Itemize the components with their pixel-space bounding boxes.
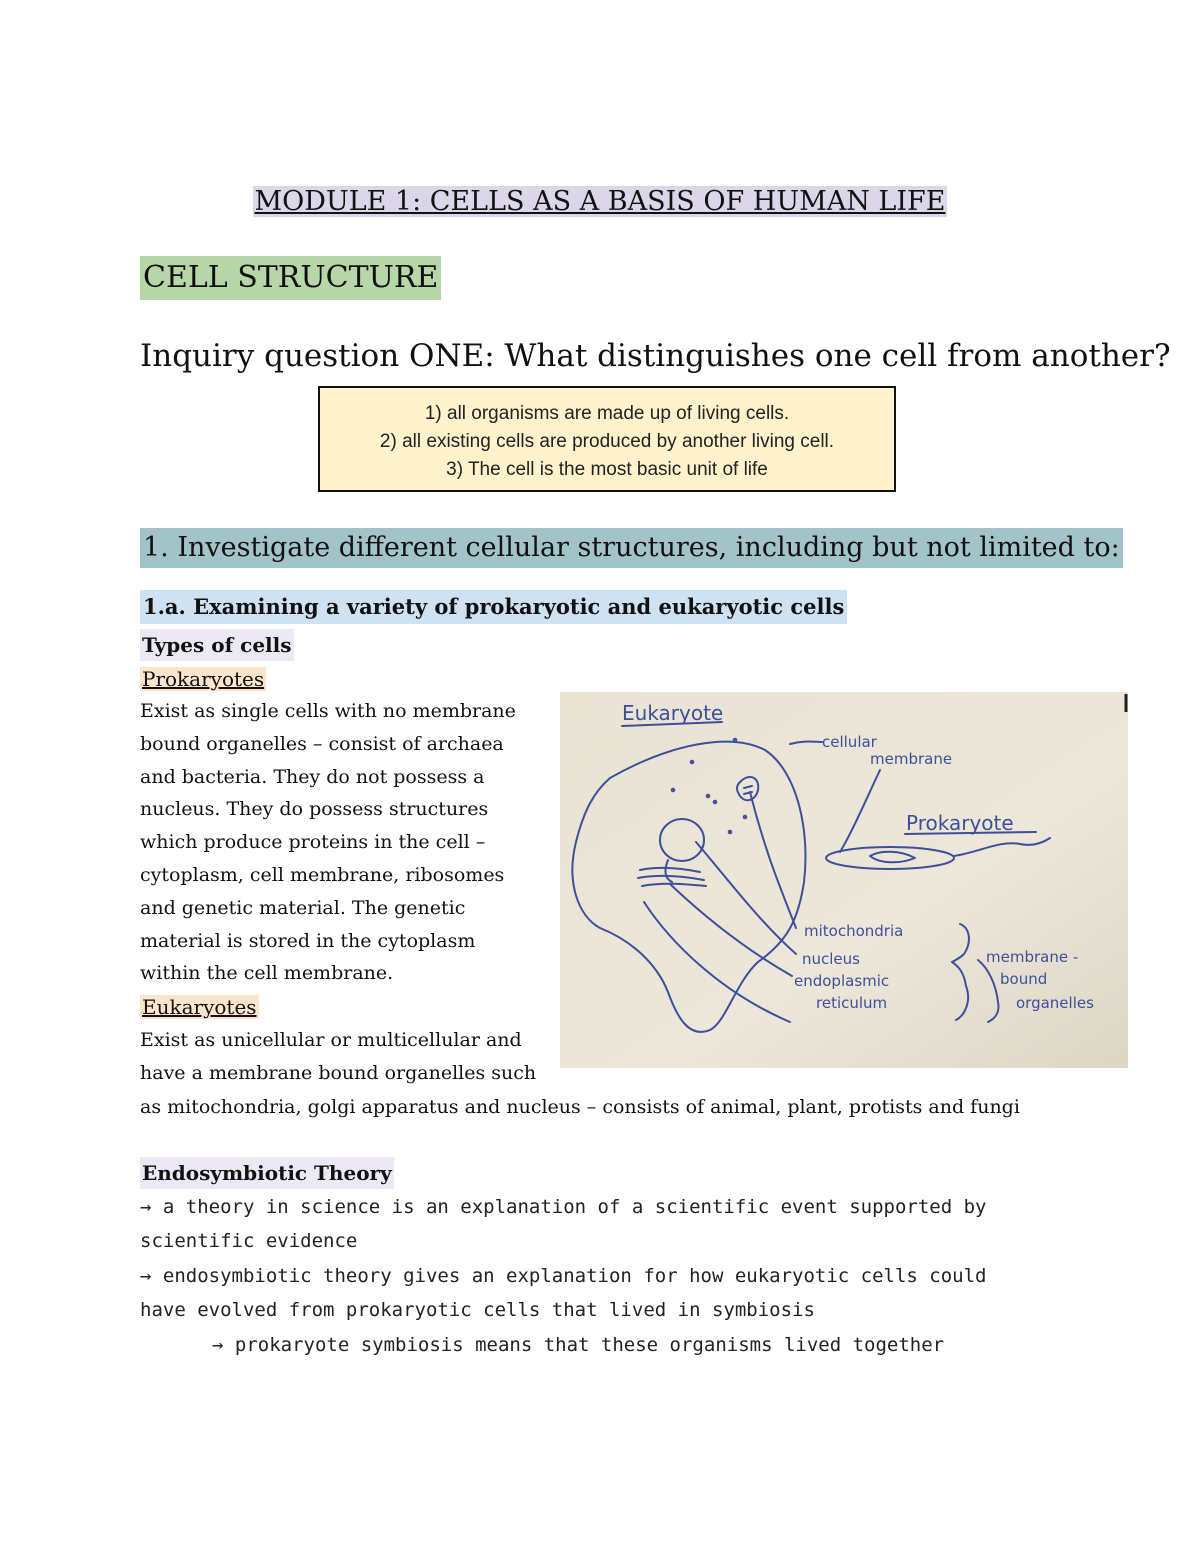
section-title: CELL STRUCTURE [140,256,441,300]
cell-theory-item: 3) The cell is the most basic unit of life [446,459,768,480]
label-eukaryote: Eukaryote [622,701,724,725]
cell-theory-box [318,386,896,492]
endosymbiotic-heading: Endosymbiotic Theory [140,1157,394,1189]
prokaryotes-paragraph [140,695,540,990]
eukaryotes-heading: Eukaryotes [142,995,257,1019]
cell-theory-item: 1) all organisms are made up of living cells. [424,403,790,424]
heading-1a: 1.a. Examining a variety of prokaryotic and eukaryotic cells [140,590,847,624]
paragraph-line: bound organelles – consist of archaea [140,732,504,755]
heading-1: 1. Investigate different cellular structures, including but not limited to: [140,528,1123,568]
label-mitochondria: mitochondria [804,922,904,940]
label-membrane: membrane [870,750,953,768]
cell-theory-item: 2) all existing cells are produced by another living cell. [379,431,835,452]
paragraph-line: Exist as unicellular or multicellular and [140,1029,522,1051]
eukaryotes-paragraph [140,1024,550,1090]
prokaryotes-heading-wrap [140,663,266,695]
paragraph-line: which produce proteins in the cell – [140,831,486,854]
label-prokaryote: Prokaryote [906,811,1014,835]
eukaryotes-heading-wrap [140,991,259,1023]
cell-diagram-photo [560,692,1128,1068]
paragraph-line: and bacteria. They do not possess a [140,765,485,788]
endosymbiotic-line: have evolved from prokaryotic cells that lived in symbiosis [140,1299,815,1321]
endosymbiotic-line: → a theory in science is an explanation of a scientific event supported by [140,1196,987,1218]
paragraph-line: nucleus. They do possess structures [140,798,489,821]
paragraph-line: have a membrane bound organelles such [140,1061,537,1084]
module-title [0,180,1200,224]
label-nucleus: nucleus [802,950,860,968]
label-reticulum: reticulum [816,994,888,1012]
eukaryotes-continuation: as mitochondria, golgi apparatus and nucleus – consists of animal, plant, protists and fungi [140,1096,1020,1118]
label-cellular: cellular [822,733,877,751]
label-endoplasmic: endoplasmic [794,972,890,990]
module-title-text: MODULE 1: CELLS AS A BASIS OF HUMAN LIFE [254,186,946,217]
paragraph-line: within the cell membrane. [140,962,394,985]
paragraph-line: material is stored in the cytoplasm [140,929,476,952]
endosymbiotic-line: scientific evidence [140,1230,358,1252]
endosymbiotic-line: → endosymbiotic theory gives an explanation for how eukaryotic cells could [140,1265,987,1287]
prokaryotes-heading: Prokaryotes [142,667,265,691]
paragraph-line: Exist as single cells with no membrane [140,700,516,722]
types-heading: Types of cells [140,629,294,661]
label-membrane-bound-1: membrane - [986,948,1079,966]
paragraph-line: cytoplasm, cell membrane, ribosomes [140,863,505,886]
paragraph-line: and genetic material. The genetic [140,896,466,919]
label-membrane-bound-3: organelles [1016,994,1094,1012]
endosymbiotic-line: → prokaryote symbiosis means that these organisms lived together [212,1334,945,1356]
inquiry-question: Inquiry question ONE: What distinguishes one cell from another? [140,338,1171,374]
label-membrane-bound-2: bound [1000,970,1048,988]
